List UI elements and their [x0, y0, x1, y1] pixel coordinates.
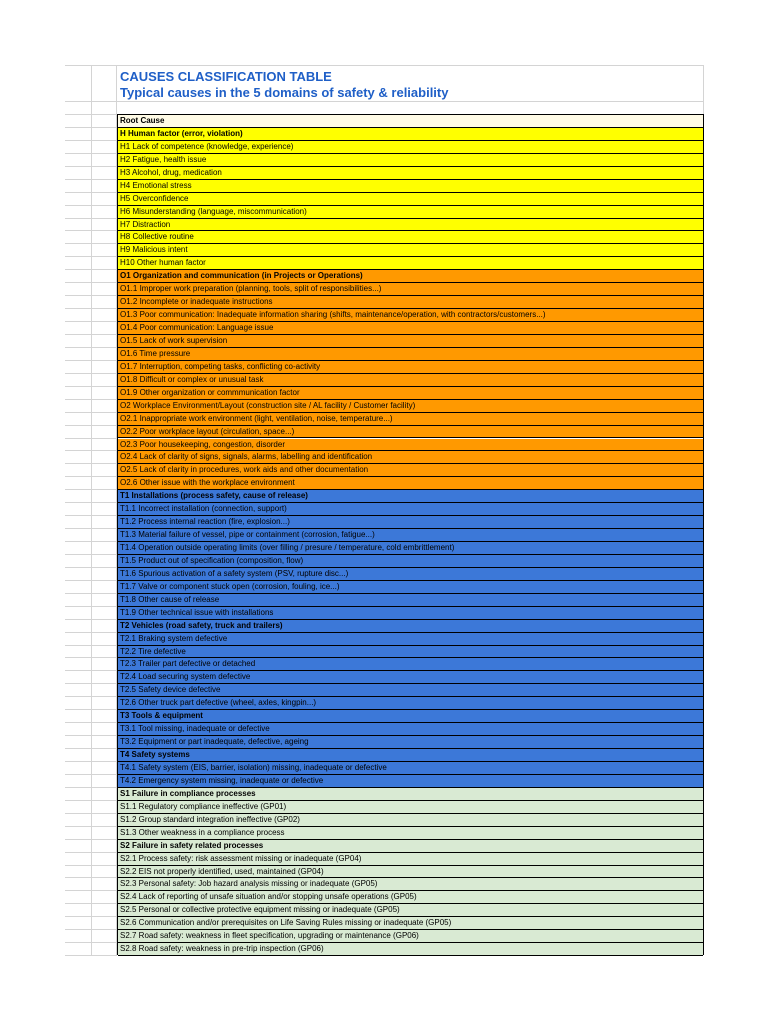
table-row: H9 Malicious intent [118, 244, 703, 257]
table-row: O1.3 Poor communication: Inadequate information sharing (shifts, maintenance/operation, with contractors/customers...) [118, 309, 703, 322]
table-row: S1 Failure in compliance processes [118, 788, 703, 801]
title-area [117, 65, 704, 101]
table-row: S2 Failure in safety related processes [118, 840, 703, 853]
table-row: S2.7 Road safety: weakness in fleet specification, upgrading or maintenance (GP06) [118, 930, 703, 943]
table-row: O1.6 Time pressure [118, 348, 703, 361]
gutter-gridline [65, 373, 117, 374]
table-row: T2.5 Safety device defective [118, 684, 703, 697]
gutter-gridline [65, 127, 117, 128]
table-row: O2.5 Lack of clarity in procedures, work aids and other documentation [118, 464, 703, 477]
gutter-gridline [65, 438, 117, 439]
spreadsheet [65, 65, 704, 955]
table-row: T2.3 Trailer part defective or detached [118, 658, 703, 671]
gutter-gridline [65, 425, 117, 426]
table-row: T3.2 Equipment or part inadequate, defective, ageing [118, 736, 703, 749]
gutter-column-a [65, 65, 92, 955]
table-row: S2.1 Process safety: risk assessment missing or inadequate (GP04) [118, 853, 703, 866]
table-row: H8 Collective routine [118, 231, 703, 244]
gutter-gridline [65, 929, 117, 930]
gutter-gridline [65, 554, 117, 555]
gutter-gridline [65, 865, 117, 866]
table-row: H10 Other human factor [118, 257, 703, 270]
table-row: O2.1 Inappropriate work environment (light, ventilation, noise, temperature...) [118, 413, 703, 426]
gutter-gridline [65, 839, 117, 840]
gutter-gridline [65, 696, 117, 697]
table-row: H3 Alcohol, drug, medication [118, 167, 703, 180]
gutter-gridline [65, 916, 117, 917]
gutter-gridline [65, 942, 117, 943]
gutter-gridline [65, 580, 117, 581]
table-row: H7 Distraction [118, 219, 703, 232]
table-row: O2.3 Poor housekeeping, congestion, disorder [118, 439, 703, 452]
gutter-gridline [65, 813, 117, 814]
table-row: O2.4 Lack of clarity of signs, signals, alarms, labelling and identification [118, 451, 703, 464]
table-row: T2.1 Braking system defective [118, 633, 703, 646]
table-row: O2.2 Poor workplace layout (circulation, space...) [118, 426, 703, 439]
table-row: T2 Vehicles (road safety, truck and trailers) [118, 620, 703, 633]
table-row: S1.3 Other weakness in a compliance process [118, 827, 703, 840]
table-row: H Human factor (error, violation) [118, 128, 703, 141]
table-header: Root Cause [118, 115, 703, 128]
blank-row [117, 101, 704, 114]
gutter-gridline [65, 412, 117, 413]
table-row: O1.2 Incomplete or inadequate instructions [118, 296, 703, 309]
gutter-gridline [65, 282, 117, 283]
gutter-gridline [65, 774, 117, 775]
gutter-gridline [65, 321, 117, 322]
table-row: S2.5 Personal or collective protective equipment missing or inadequate (GP05) [118, 904, 703, 917]
table-row: S1.2 Group standard integration ineffective (GP02) [118, 814, 703, 827]
gutter-gridline [65, 476, 117, 477]
gutter-gridline [65, 386, 117, 387]
table-row: H2 Fatigue, health issue [118, 154, 703, 167]
table-row: T2.2 Tire defective [118, 646, 703, 659]
gutter-gridline [65, 852, 117, 853]
gutter-gridline [65, 657, 117, 658]
table-row: O2 Workplace Environment/Layout (construction site / AL facility / Customer facility) [118, 400, 703, 413]
gutter-gridline [65, 243, 117, 244]
table-row: T1.2 Process internal reaction (fire, explosion...) [118, 516, 703, 529]
gutter-column-b [92, 65, 117, 955]
gutter-gridline [65, 567, 117, 568]
gutter-gridline [65, 65, 117, 66]
gutter-gridline [65, 593, 117, 594]
gutter-gridline [65, 166, 117, 167]
sheet-title: CAUSES CLASSIFICATION TABLE [120, 69, 332, 84]
gutter-gridline [65, 541, 117, 542]
table-row: T3.1 Tool missing, inadequate or defective [118, 723, 703, 736]
gutter-gridline [65, 877, 117, 878]
table-row: T1.7 Valve or component stuck open (corrosion, fouling, ice...) [118, 581, 703, 594]
gutter-gridline [65, 347, 117, 348]
causes-table [117, 114, 704, 955]
table-row: S1.1 Regulatory compliance ineffective (GP01) [118, 801, 703, 814]
gutter-gridline [65, 619, 117, 620]
gutter-gridline [65, 463, 117, 464]
gutter-gridline [65, 192, 117, 193]
table-row: O1.5 Lack of work supervision [118, 335, 703, 348]
table-row: T1.5 Product out of specification (composition, flow) [118, 555, 703, 568]
table-row: H5 Overconfidence [118, 193, 703, 206]
gutter-gridline [65, 722, 117, 723]
table-row: H1 Lack of competence (knowledge, experience) [118, 141, 703, 154]
table-row: T1 Installations (process safety, cause of release) [118, 490, 703, 503]
table-row: S2.2 EIS not properly identified, used, maintained (GP04) [118, 866, 703, 879]
table-row: O1.7 Interruption, competing tasks, conflicting co-activity [118, 361, 703, 374]
gutter-gridline [65, 360, 117, 361]
gutter-gridline [65, 826, 117, 827]
gutter-gridline [65, 256, 117, 257]
gutter-gridline [65, 683, 117, 684]
gutter-gridline [65, 450, 117, 451]
gutter-gridline [65, 205, 117, 206]
gutter-gridline [65, 903, 117, 904]
gutter-gridline [65, 528, 117, 529]
gutter-gridline [65, 955, 117, 956]
gutter-gridline [65, 308, 117, 309]
gutter-gridline [65, 515, 117, 516]
table-row: O1.8 Difficult or complex or unusual task [118, 374, 703, 387]
gutter-gridline [65, 502, 117, 503]
gutter-gridline [65, 748, 117, 749]
gutter-gridline [65, 606, 117, 607]
table-row: T1.3 Material failure of vessel, pipe or containment (corrosion, fatigue...) [118, 529, 703, 542]
gutter-gridline [65, 153, 117, 154]
gutter-gridline [65, 632, 117, 633]
table-row: S2.8 Road safety: weakness in pre-trip inspection (GP06) [118, 943, 703, 956]
gutter-gridline [65, 334, 117, 335]
gutter-gridline [65, 399, 117, 400]
table-row: S2.4 Lack of reporting of unsafe situation and/or stopping unsafe operations (GP05) [118, 891, 703, 904]
gutter-gridline [65, 179, 117, 180]
table-row: O1 Organization and communication (in Projects or Operations) [118, 270, 703, 283]
gutter-gridline [65, 230, 117, 231]
gutter-gridline [65, 645, 117, 646]
table-row: T1.4 Operation outside operating limits (over filling / presure / temperature, cold embrittlement) [118, 542, 703, 555]
table-row: T1.6 Spurious activation of a safety system (PSV, rupture disc...) [118, 568, 703, 581]
gutter-gridline [65, 709, 117, 710]
gutter-gridline [65, 735, 117, 736]
table-row: T2.6 Other truck part defective (wheel, axles, kingpin...) [118, 697, 703, 710]
table-row: T4 Safety systems [118, 749, 703, 762]
gutter-gridline [65, 787, 117, 788]
table-row: O1.1 Improper work preparation (planning, tools, split of responsibilities...) [118, 283, 703, 296]
table-row: T1.8 Other cause of release [118, 594, 703, 607]
table-row: T4.2 Emergency system missing, inadequate or defective [118, 775, 703, 788]
table-row: T1.1 Incorrect installation (connection, support) [118, 503, 703, 516]
gutter-gridline [65, 140, 117, 141]
table-row: S2.6 Communication and/or prerequisites on Life Saving Rules missing or inadequate (GP05) [118, 917, 703, 930]
gutter-gridline [65, 761, 117, 762]
table-row: O2.6 Other issue with the workplace environment [118, 477, 703, 490]
gutter-gridline [65, 114, 117, 115]
gutter-gridline [65, 670, 117, 671]
gutter-gridline [65, 101, 117, 102]
gutter-gridline [65, 489, 117, 490]
table-row: T1.9 Other technical issue with installations [118, 607, 703, 620]
table-row: O1.9 Other organization or commmunication factor [118, 387, 703, 400]
gutter-gridline [65, 218, 117, 219]
sheet-subtitle: Typical causes in the 5 domains of safety & reliability [120, 85, 449, 100]
table-row: T3 Tools & equipment [118, 710, 703, 723]
gutter-gridline [65, 890, 117, 891]
table-row: H4 Emotional stress [118, 180, 703, 193]
table-row: S2.3 Personal safety: Job hazard analysis missing or inadequate (GP05) [118, 878, 703, 891]
table-row: T4.1 Safety system (EIS, barrier, isolation) missing, inadequate or defective [118, 762, 703, 775]
row-gutter [65, 65, 117, 955]
gutter-gridline [65, 800, 117, 801]
table-row: T2.4 Load securing system defective [118, 671, 703, 684]
gutter-gridline [65, 269, 117, 270]
gutter-gridline [65, 295, 117, 296]
table-row: H6 Misunderstanding (language, miscommunication) [118, 206, 703, 219]
table-row: O1.4 Poor communication: Language issue [118, 322, 703, 335]
